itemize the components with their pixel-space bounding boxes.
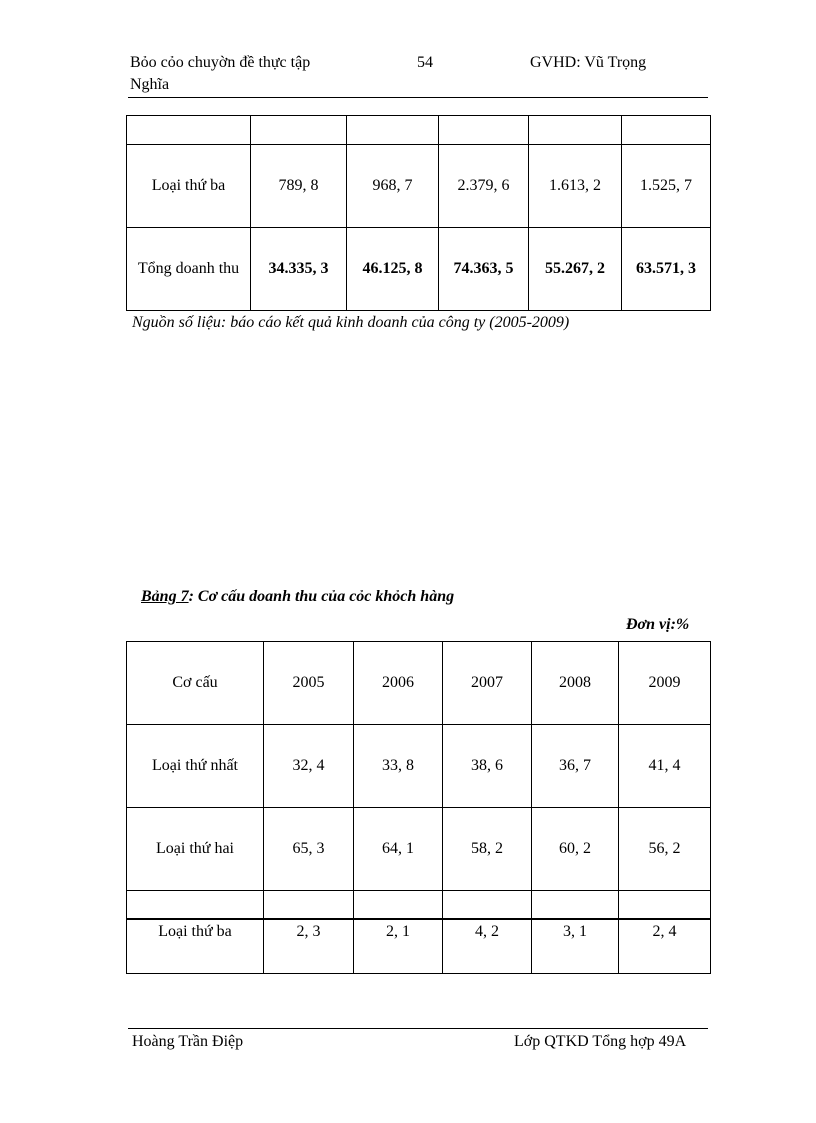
header-left-line1: Bỏo cỏo chuyờn đề thực tập [130, 54, 311, 71]
table-cell [354, 891, 443, 919]
table-row [127, 808, 711, 891]
footer-left: Hoàng Trần Điệp [132, 1033, 244, 1050]
table-cell: 63.571, 3 [622, 228, 711, 311]
table-cell: 58, 2 [443, 808, 532, 891]
table-cell [347, 116, 439, 145]
table-cell: 2, 1 [354, 919, 443, 974]
table-row [127, 725, 711, 808]
table-cell: 34.335, 3 [251, 228, 347, 311]
column-header: 2009 [619, 642, 711, 725]
table-row [127, 145, 711, 228]
row-label: Loại thứ nhất [127, 725, 264, 808]
column-header: 2006 [354, 642, 443, 725]
table-cell: 2, 3 [264, 919, 354, 974]
table-cell: 38, 6 [443, 725, 532, 808]
source-note: Nguồn số liệu: báo cáo kết quả kinh doanh của công ty (2005-2009) [132, 314, 570, 331]
table-cell [443, 891, 532, 919]
column-header: 2005 [264, 642, 354, 725]
table-cell: 1.525, 7 [622, 145, 711, 228]
row-label: Loại thứ hai [127, 808, 264, 891]
table-cell: 789, 8 [251, 145, 347, 228]
row-label: Tổng doanh thu [127, 228, 251, 311]
table-cell: 32, 4 [264, 725, 354, 808]
table-cell: 41, 4 [619, 725, 711, 808]
table-cell: 2, 4 [619, 919, 711, 974]
table7-title-prefix: Bảng 7 [141, 588, 189, 605]
table-cell: 65, 3 [264, 808, 354, 891]
table-row [127, 116, 711, 145]
header-left-line2: Nghĩa [130, 76, 170, 93]
table-cell: 4, 2 [443, 919, 532, 974]
table7-title [141, 588, 454, 606]
table-cell [532, 891, 619, 919]
table-cell [127, 116, 251, 145]
table-cell [622, 116, 711, 145]
table-cell: 3, 1 [532, 919, 619, 974]
table-cell: 64, 1 [354, 808, 443, 891]
table-cell [264, 891, 354, 919]
table-cell: 46.125, 8 [347, 228, 439, 311]
table-cell [529, 116, 622, 145]
row-label: Loại thứ ba [127, 145, 251, 228]
table-cell: 55.267, 2 [529, 228, 622, 311]
footer-rule [128, 1028, 708, 1029]
footer-right: Lớp QTKD Tổng hợp 49A [514, 1033, 687, 1050]
table-row [127, 891, 711, 919]
table-row [127, 228, 711, 311]
table-cell: 74.363, 5 [439, 228, 529, 311]
table-cell [439, 116, 529, 145]
table-cell: 2.379, 6 [439, 145, 529, 228]
header-right: GVHD: Vũ Trọng [530, 54, 647, 71]
column-header: 2007 [443, 642, 532, 725]
structure-table [126, 641, 711, 974]
table-cell: 36, 7 [532, 725, 619, 808]
column-header: Cơ cấu [127, 642, 264, 725]
table-cell [127, 891, 264, 919]
table-cell [251, 116, 347, 145]
table-cell: 33, 8 [354, 725, 443, 808]
unit-label: Đơn vị:% [626, 616, 690, 633]
table-cell: 56, 2 [619, 808, 711, 891]
table-cell: 1.613, 2 [529, 145, 622, 228]
page-number: 54 [417, 54, 433, 71]
revenue-table [126, 115, 711, 311]
table-cell [619, 891, 711, 919]
table7-title-rest: : Cơ cấu doanh thu của cỏc khỏch hàng [188, 588, 455, 605]
row-label: Loại thứ ba [127, 919, 264, 974]
table-header-row [127, 642, 711, 725]
header-rule [128, 97, 708, 98]
table-row [127, 919, 711, 974]
table-cell: 968, 7 [347, 145, 439, 228]
table-cell: 60, 2 [532, 808, 619, 891]
column-header: 2008 [532, 642, 619, 725]
